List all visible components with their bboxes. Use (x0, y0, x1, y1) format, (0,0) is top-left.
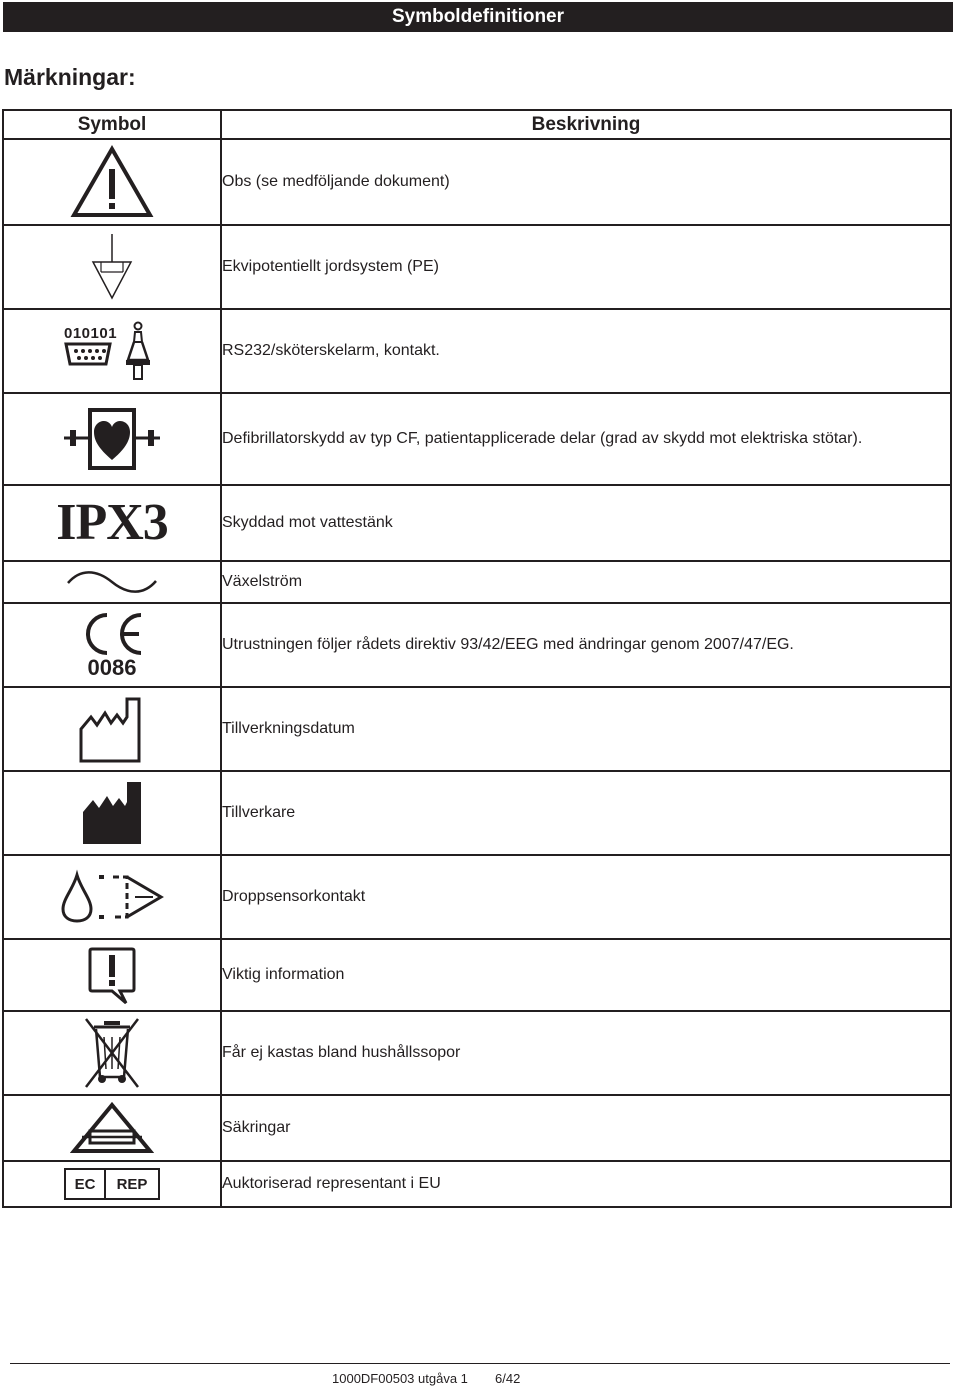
fuse-icon (70, 1101, 154, 1155)
table-header-row (3, 110, 951, 139)
alternating-current-icon (64, 567, 160, 597)
row-description: Viktig information (221, 939, 951, 1011)
table-row (3, 1161, 951, 1207)
page-title: Symboldefinitioner (391, 6, 565, 27)
row-description: Får ej kastas bland hushållssopor (221, 1011, 951, 1095)
ec-rep-icon (64, 1168, 160, 1200)
row-description: Tillverkningsdatum (221, 687, 951, 771)
caution-triangle-icon (70, 145, 154, 219)
defib-proof-cf-icon (62, 404, 162, 474)
column-header-description: Beskrivning (221, 110, 951, 139)
equipotential-ground-icon (87, 232, 137, 302)
table-row (3, 855, 951, 939)
footer-document-id: 1000DF00503 utgåva 1 (332, 1371, 468, 1386)
svg-text:010101: 010101 (64, 325, 118, 342)
table-row (3, 1011, 951, 1095)
rs232-nurse-call-icon (62, 320, 162, 382)
row-description: RS232/sköterskelarm, kontakt. (221, 309, 951, 393)
date-of-manufacture-icon (77, 693, 147, 765)
table-row (3, 485, 951, 561)
row-description: Utrustningen följer rådets direktiv 93/42/EEG med ändringar genom 2007/47/EG. (221, 603, 951, 687)
row-description: Skyddad mot vattestänk (221, 485, 951, 561)
table-row (3, 939, 951, 1011)
row-description: Auktoriserad representant i EU (221, 1161, 951, 1207)
row-description: Säkringar (221, 1095, 951, 1161)
table-row (3, 309, 951, 393)
row-description: Defibrillatorskydd av typ CF, patientapplicerade delar (grad av skydd mot elektriska stötar). (221, 393, 951, 485)
table-row (3, 1095, 951, 1161)
notified-body-number: 0086 (87, 655, 137, 680)
page-header (3, 2, 953, 32)
ec-rep-right: REP (116, 1175, 148, 1193)
table-row (3, 139, 951, 225)
important-information-icon (86, 945, 138, 1005)
symbol-table (2, 109, 952, 1208)
ce-mark-icon (77, 611, 147, 657)
section-title: Märkningar: (4, 64, 136, 90)
ec-rep-left: EC (66, 1170, 106, 1198)
manufacturer-icon (79, 778, 145, 848)
footer-page-number: 6/42 (495, 1371, 521, 1386)
row-description: Obs (se medföljande dokument) (221, 139, 951, 225)
footer-divider (10, 1363, 950, 1364)
ipx3-icon: IPX3 (56, 494, 168, 551)
weee-crossed-bin-icon (82, 1017, 142, 1089)
row-description: Tillverkare (221, 771, 951, 855)
table-row (3, 225, 951, 309)
table-row (3, 393, 951, 485)
row-description: Ekvipotentiellt jordsystem (PE) (221, 225, 951, 309)
table-row (3, 603, 951, 687)
table-row (3, 771, 951, 855)
drop-sensor-connector-icon (57, 869, 167, 925)
table-row (3, 687, 951, 771)
row-description: Droppsensorkontakt (221, 855, 951, 939)
row-description: Växelström (221, 561, 951, 603)
column-header-symbol: Symbol (3, 110, 221, 139)
table-row (3, 561, 951, 603)
